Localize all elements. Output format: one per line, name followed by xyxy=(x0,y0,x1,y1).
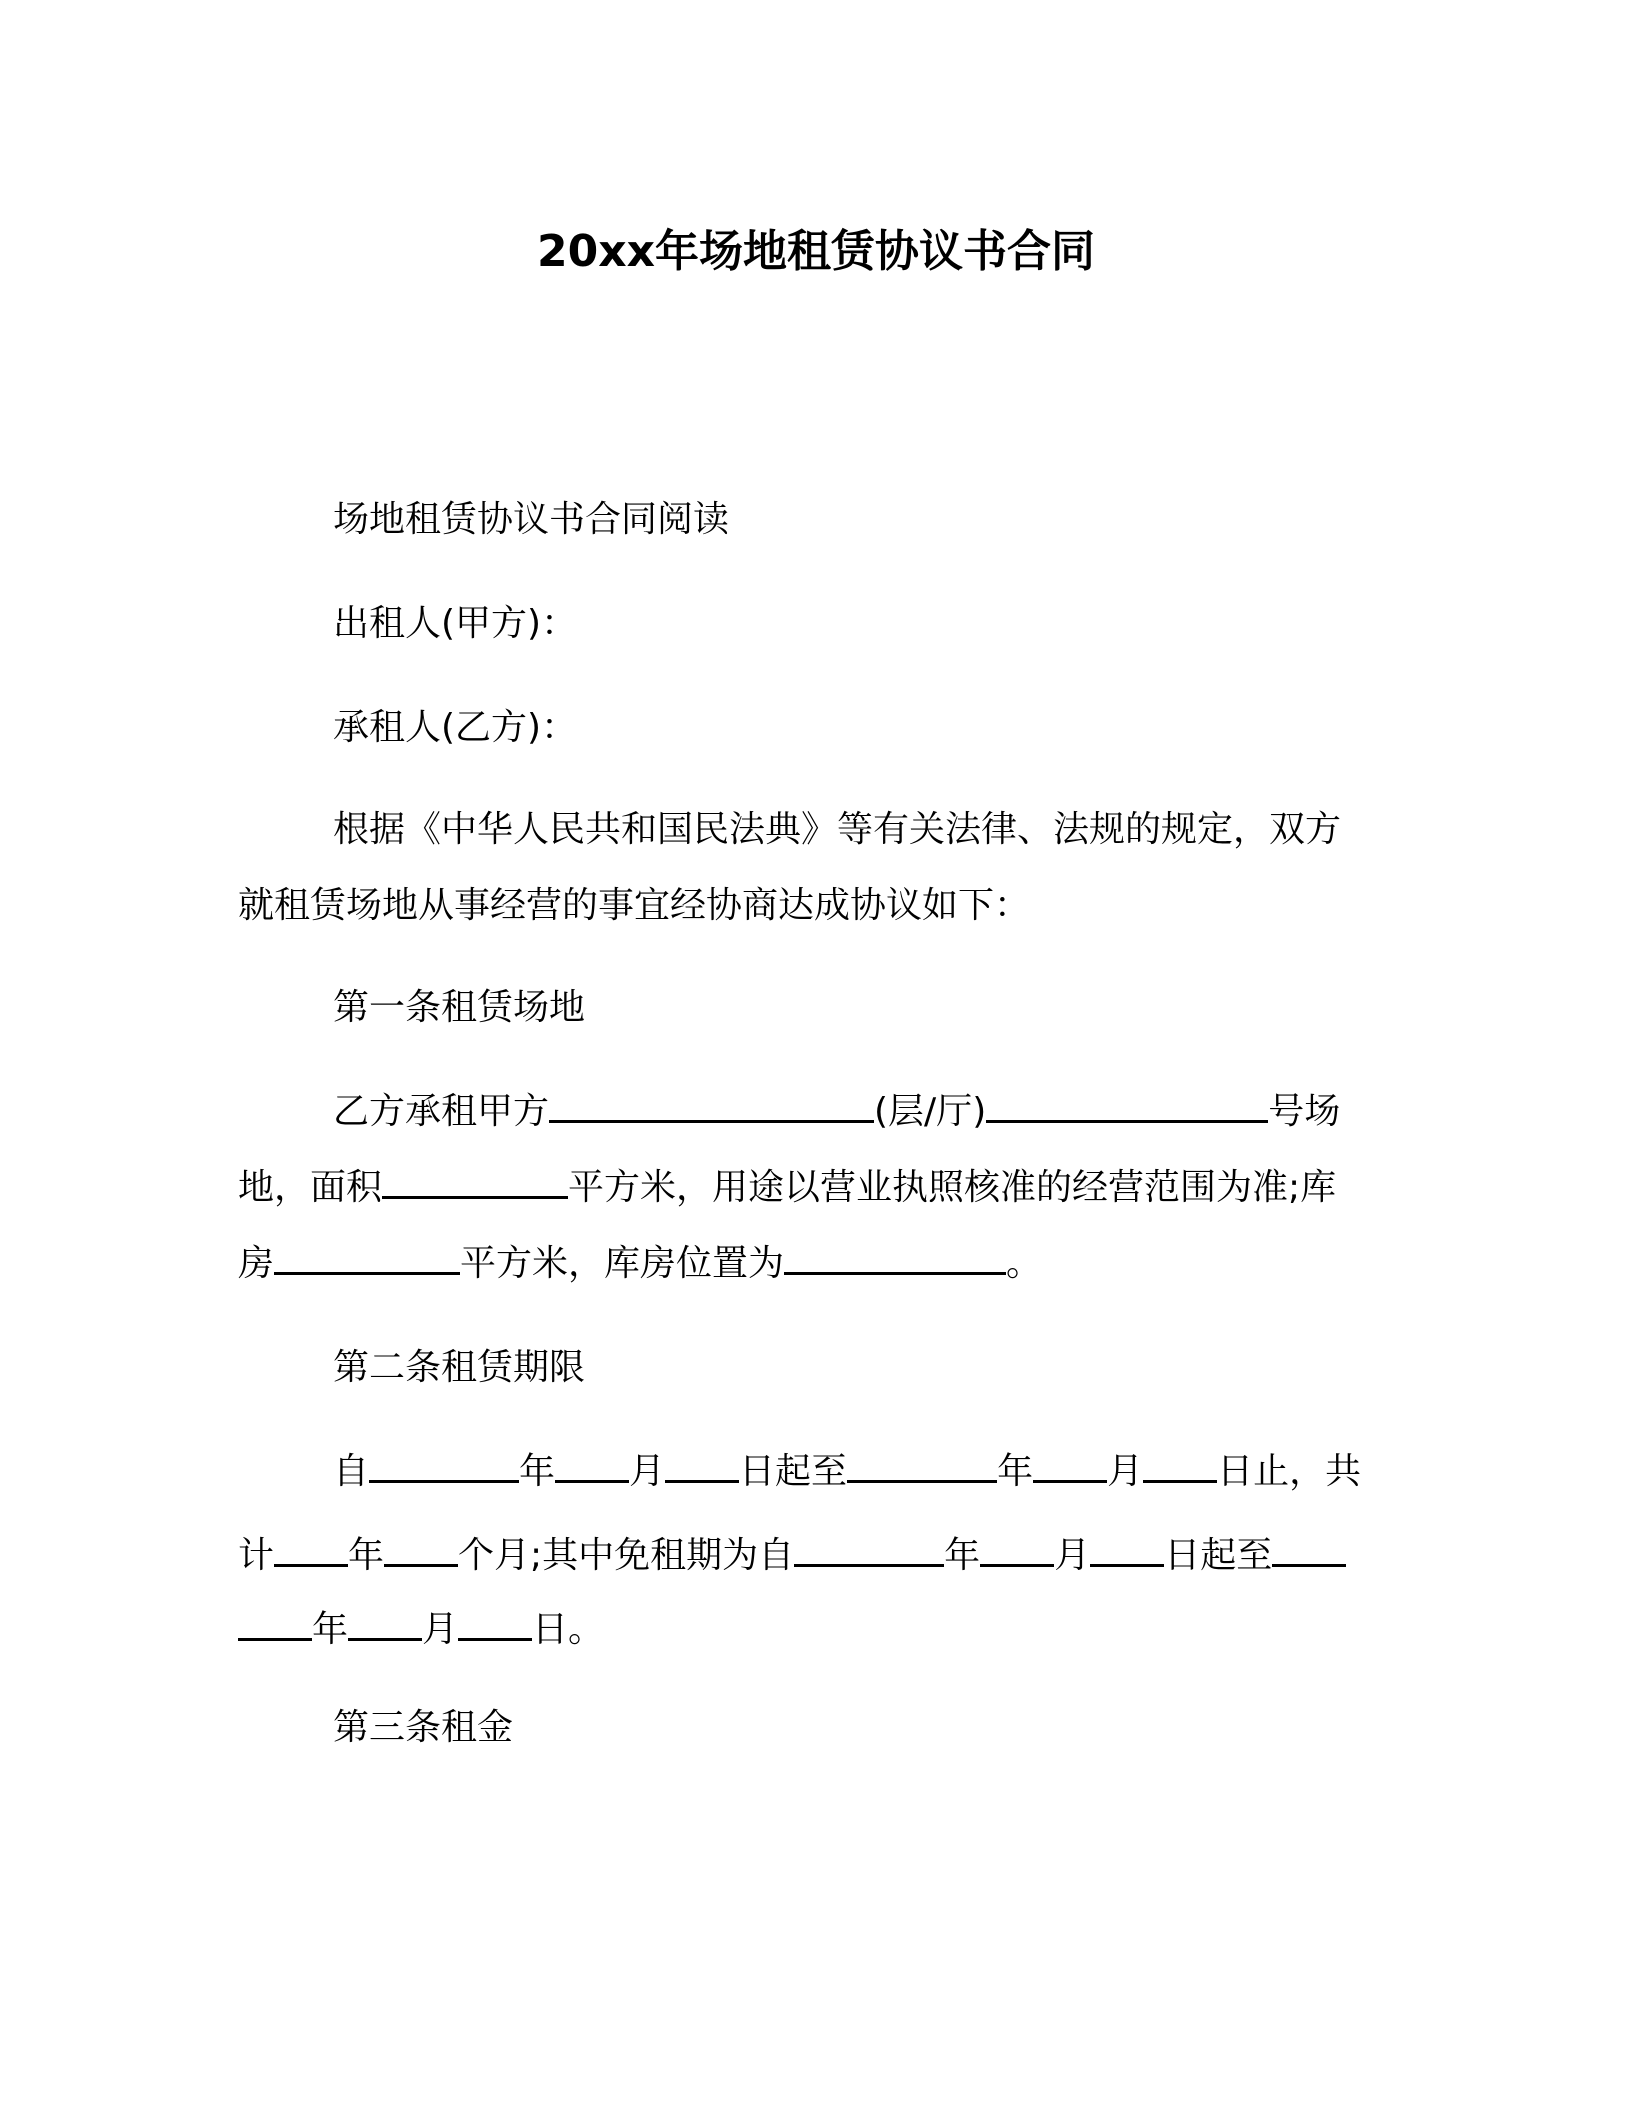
free-end-year-blank[interactable] xyxy=(238,1612,312,1641)
article-1-text: 。 xyxy=(1006,1243,1043,1284)
area-blank[interactable] xyxy=(382,1170,568,1199)
article-2-text: 月 xyxy=(1107,1451,1144,1492)
article-2-text: 个月;其中免租期为自 xyxy=(458,1535,795,1576)
article-2-text: 年 xyxy=(519,1451,556,1492)
lessor-label: 出租人(甲方)： xyxy=(333,603,578,644)
article-2-text: 自 xyxy=(333,1451,370,1492)
lessee-label: 承租人(乙方)： xyxy=(333,707,578,748)
article-2-text: 月 xyxy=(422,1609,459,1650)
floor-blank[interactable] xyxy=(549,1094,874,1123)
article-2-text: 年 xyxy=(312,1609,349,1650)
free-end-day-blank[interactable] xyxy=(458,1612,532,1641)
article-1-text: 乙方承租甲方 xyxy=(333,1091,550,1132)
article-1-heading: 第一条租赁场地 xyxy=(333,987,586,1028)
storage-location-blank[interactable] xyxy=(784,1246,1006,1275)
article-2-line-3 xyxy=(238,1606,604,1654)
preamble-line-2: 就租赁场地从事经营的事宜经协商达成协议如下： xyxy=(238,885,1031,926)
article-1-text: 平方米，库房位置为 xyxy=(460,1243,785,1284)
article-3-heading: 第三条租金 xyxy=(333,1707,514,1748)
article-2-heading: 第二条租赁期限 xyxy=(333,1347,586,1388)
article-2-text: 年 xyxy=(348,1535,385,1576)
total-months-blank[interactable] xyxy=(384,1538,458,1567)
article-2-line-1 xyxy=(333,1448,1361,1496)
article-1-text: 号场 xyxy=(1268,1091,1341,1132)
total-years-blank[interactable] xyxy=(274,1538,348,1567)
start-year-blank[interactable] xyxy=(369,1454,519,1483)
free-start-month-blank[interactable] xyxy=(980,1538,1054,1567)
free-start-year-blank[interactable] xyxy=(794,1538,944,1567)
article-1-text: 房 xyxy=(238,1243,275,1284)
article-2-text: 日止，共 xyxy=(1217,1451,1362,1492)
intro-heading: 场地租赁协议书合同阅读 xyxy=(333,499,730,540)
article-1-text: 地，面积 xyxy=(238,1167,383,1208)
start-day-blank[interactable] xyxy=(665,1454,739,1483)
article-1-text: 平方米，用途以营业执照核准的经营范围为准;库 xyxy=(568,1167,1337,1208)
article-2-text: 日起至 xyxy=(739,1451,848,1492)
free-end-year-blank-part[interactable] xyxy=(1272,1538,1346,1567)
article-1-text: (层/厅) xyxy=(874,1091,987,1132)
article-2-text: 计 xyxy=(238,1535,275,1576)
unit-blank[interactable] xyxy=(986,1094,1268,1123)
article-2-text: 年 xyxy=(997,1451,1034,1492)
end-month-blank[interactable] xyxy=(1033,1454,1107,1483)
preamble-line-1: 根据《中华人民共和国民法典》等有关法律、法规的规定，双方 xyxy=(333,809,1342,850)
article-2-text: 日起至 xyxy=(1164,1535,1273,1576)
article-2-text: 年 xyxy=(944,1535,981,1576)
document-title: 20xx年场地租赁协议书合同 xyxy=(537,226,1095,277)
end-year-blank[interactable] xyxy=(847,1454,997,1483)
article-1-line-3 xyxy=(238,1240,1042,1288)
article-2-line-2 xyxy=(238,1532,1346,1580)
free-end-month-blank[interactable] xyxy=(348,1612,422,1641)
free-start-day-blank[interactable] xyxy=(1090,1538,1164,1567)
article-2-text: 日。 xyxy=(532,1609,605,1650)
article-1-line-1 xyxy=(333,1088,1340,1136)
storage-area-blank[interactable] xyxy=(274,1246,460,1275)
article-2-text: 月 xyxy=(1054,1535,1091,1576)
end-day-blank[interactable] xyxy=(1143,1454,1217,1483)
article-1-line-2 xyxy=(238,1164,1336,1212)
article-2-text: 月 xyxy=(629,1451,666,1492)
start-month-blank[interactable] xyxy=(555,1454,629,1483)
